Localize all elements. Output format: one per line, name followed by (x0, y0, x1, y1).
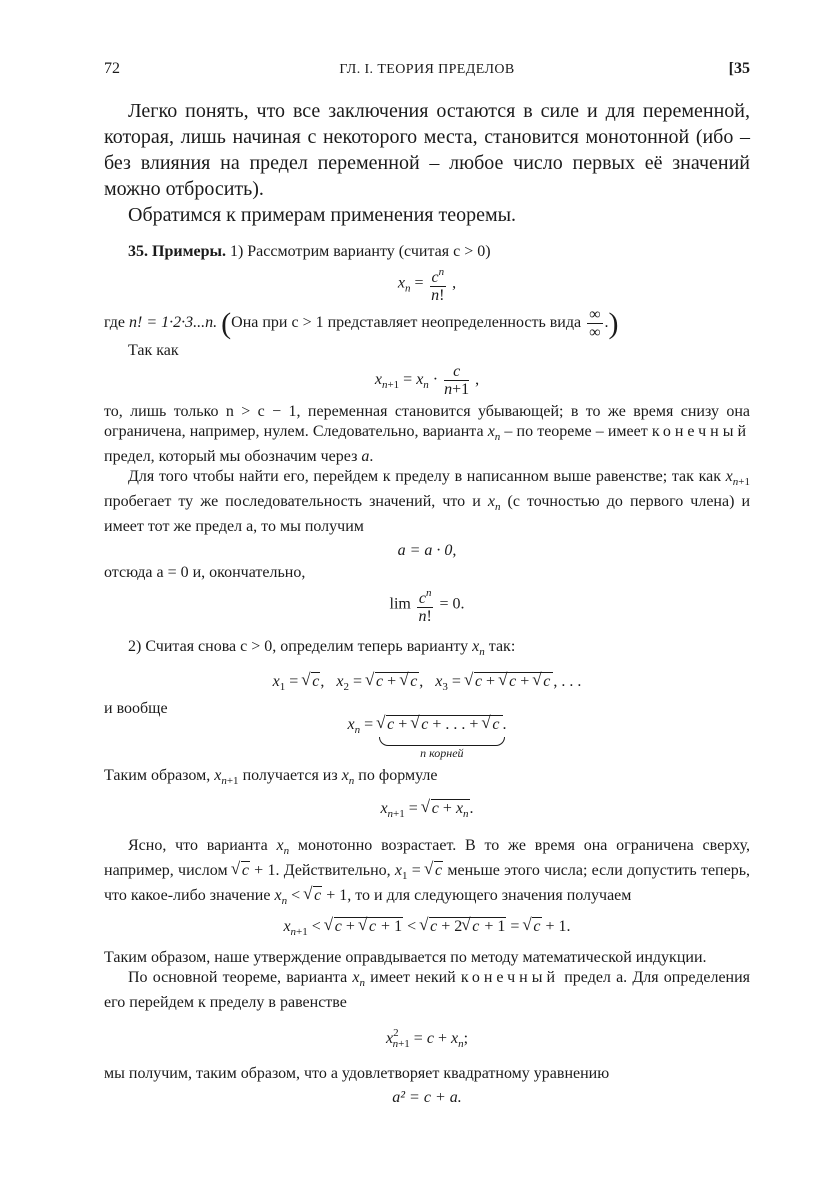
formula-a-equals-a-times-0: a = a · 0, (397, 542, 457, 559)
formula-xn-cn-over-nfact: $x_n$ = $\frac{c^n}{n!}$ , (397, 266, 457, 304)
nfact-definition: n! = 1·2·3...n. (129, 314, 218, 332)
formula-x1-x2-x3: $x_1$ = √ c, $x_2$ = √ c + √ c , $x_3$ = √ c + √ c + √ c , . . . (104, 672, 750, 697)
emphasis-konechny: конечный (651, 423, 751, 440)
formula-limit-cn-over-nfact: lim $\frac{c^n}{n!}$ = 0. (389, 587, 465, 625)
page-number: 72 (104, 60, 120, 77)
formula-xn-nested-root: $x_n$ = √ c + √ c + . . . + √ c . n корней (104, 715, 750, 760)
paragraph-quadratic: мы получим, таким образом, что a удовлетворяет квадратному уравнению (104, 1065, 610, 1082)
example-2-intro: 2) Считая снова c > 0, определим теперь варианту $x_n$ так: (128, 638, 516, 658)
example-1-intro: 35. Примеры. 1) Рассмотрим варианту (считая c > 0) (128, 243, 491, 260)
section-35 (104, 242, 750, 1108)
section-title: 35. Примеры. (128, 243, 226, 260)
paragraph-monotone: Ясно, что варианта $x_n$ монотонно возрастает. В то же время она ограничена сверху, например, числом √ c + 1. Действительно, $x_1$ = √ c меньше этого числа; если допустить теперь, что какое-либо значение $x_n$ < √ c + 1, то и для следующего значения получаем (104, 836, 750, 911)
intro-paragraph-1: Легко понять, что все заключения остаются в силе и для переменной, которая, лишь начиная с некоторого места, становится монотонной (ибо – без влияния на предел переменной – любое число первых её значений можно отбросить). (104, 100, 750, 200)
running-header (104, 58, 750, 88)
i-voobshche-line: и вообще (104, 700, 168, 717)
intro-paragraph-2: Обратимся к примерам применения теоремы. (128, 204, 517, 226)
paragraph-main-theorem: По основной теореме, варианта $x_n$ имеет некий конечный предел a. Для определения его перейдем к пределу в равенстве (104, 969, 751, 1011)
paragraph-takim-obrazom-1: Таким образом, $x_{n+1}$ получается из $x_n$ по формуле (104, 767, 438, 787)
paragraph-limit: Для того чтобы найти его, перейдем к пределу в написанном выше равенстве; так как $x_{n+1}$ пробегает ту же последовательность значений, что и $x_n$ (с точностью до первого члена) и имеет тот же предел a, то мы получим (104, 468, 751, 535)
formula-quadratic: a² = c + a. (392, 1089, 462, 1106)
otsyuda-line: отсюда a = 0 и, окончательно, (104, 564, 306, 581)
formula-recurrence: $x_{n+1} = x_n$ · $\frac{c}{n+1}$ , (374, 363, 480, 398)
emphasis-konechny-2: конечный (460, 969, 560, 986)
section-number: [35 (728, 60, 750, 77)
running-title: ГЛ. I. ТЕОРИЯ ПРЕДЕЛОВ (339, 62, 515, 77)
book-page (104, 58, 750, 1110)
formula-xn1-squared: $x^2_{n+1} = c + x_n$; (385, 1027, 469, 1050)
formula-inequality-chain: $x_{n+1}$ < √ c + √ c + 1 < √ c + 2√ c + 1 = √ c + 1. (104, 917, 750, 942)
paragraph-decreasing: то, лишь только n > c − 1, переменная становится убывающей; в то же время снизу она ограничена, например, нулем. Следовательно, варианта $x_n$ – по теореме – имеет конечный предел, который мы обозначим через a. (104, 403, 751, 465)
indeterminate-form-note: Она при c > 1 представляет неопределенность вида (231, 314, 582, 332)
paragraph-induction: Таким образом, наше утверждение оправдывается по методу математической индукции. (104, 949, 707, 966)
nfact-definition-line: где n! = 1·2·3...n. (Она при c > 1 представляет неопределенность вида $\frac{\infty}{\infty}$ .) (104, 306, 619, 341)
formula-xn1-root: $x_{n+1}$ = √ $c + x_n$. (104, 799, 750, 824)
intro-block (104, 98, 750, 228)
tak-kak-line: Так как (128, 342, 179, 359)
n-roots-label: n корней (420, 746, 464, 760)
